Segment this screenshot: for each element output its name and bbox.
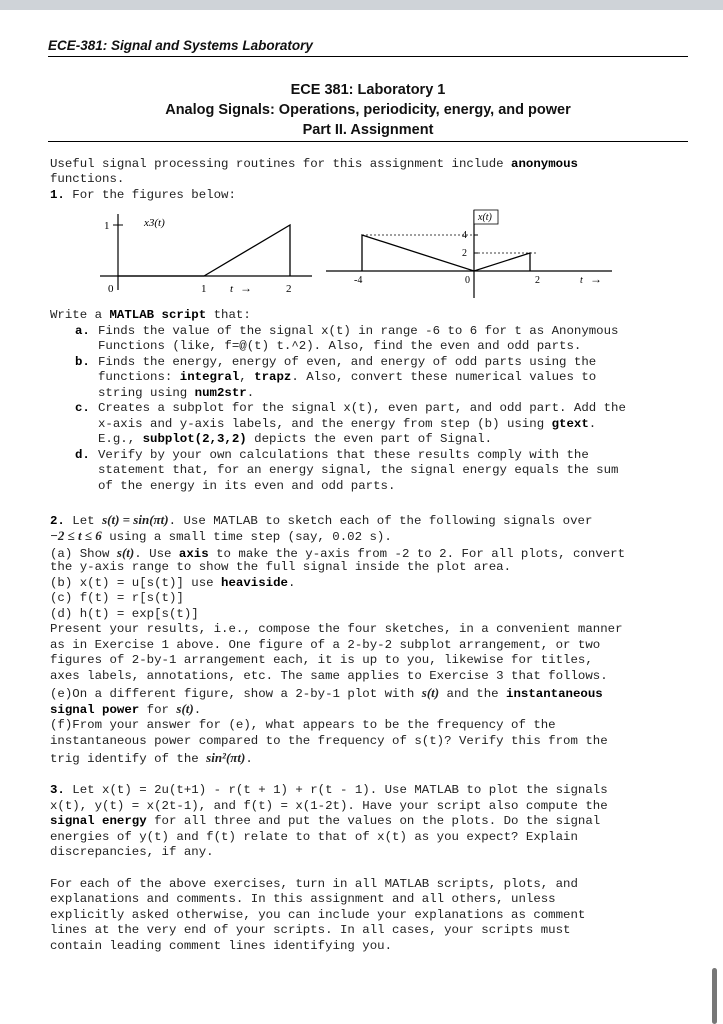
header-rule	[48, 56, 688, 57]
fig1-t-arrow: →	[240, 281, 252, 295]
fig1-label: x3(t)	[144, 217, 165, 229]
top-toolbar-strip	[0, 0, 723, 10]
ex2-part-f-1: (f)From your answer for (e), what appears to be the frequency of the	[50, 718, 556, 732]
intro-line-1: Useful signal processing routines for this assignment include anonymous	[50, 157, 578, 171]
figure-x	[318, 206, 618, 302]
ex2-part-d: (d) h(t) = exp[s(t)]	[50, 607, 199, 621]
ex2-paragraph-2: as in Exercise 1 above. One figure of a 2-by-2 subplot arrangement, or two	[50, 638, 601, 652]
fig1-y-tick-label: 1	[104, 220, 110, 232]
fig2-label: x(t)	[478, 212, 492, 223]
running-head: ECE-381: Signal and Systems Laboratory	[48, 38, 313, 53]
ex3-line-5: discrepancies, if any.	[50, 845, 214, 859]
ex2-part-e-cont: signal power for s(t).	[50, 701, 202, 717]
ex2-part-e: (e)On a different figure, show a 2-by-1 plot with s(t) and the instantaneous	[50, 685, 603, 701]
ex2-line-2: −2 ≤ t ≤ 6 using a small time step (say, 0.02 s).	[50, 528, 392, 544]
closing-line-5: contain leading comment lines identifying you.	[50, 939, 393, 953]
ex2-part-b: (b) x(t) = u[s(t)] use heaviside.	[50, 576, 296, 590]
ex2-part-f-3: trig identify of the sin²(πt).	[50, 750, 253, 766]
ex1-b-line-3: string using num2str.	[98, 386, 255, 400]
ex2-paragraph-3: figures of 2-by-1 arrangement each, it is up to you, likewise for titles,	[50, 653, 593, 667]
fig2-t-arrow: →	[590, 272, 602, 286]
fig2-t-label: t	[580, 275, 583, 286]
fig2-y-tick-2: 2	[462, 248, 467, 259]
fig1-x-tick-0: 0	[108, 283, 114, 295]
ex1-d-label: d.	[75, 448, 90, 462]
ex3-line-3: signal energy for all three and put the values on the plots. Do the signal	[50, 814, 601, 828]
fig1-x-tick-1: 1	[201, 283, 207, 295]
ex2-paragraph-1: Present your results, i.e., compose the four sketches, in a convenient manner	[50, 622, 623, 636]
title-rule	[48, 141, 688, 142]
ex2-line-1: 2. Let s(t) = sin(πt). Use MATLAB to sketch each of the following signals over	[50, 512, 593, 528]
fig2-x-tick-neg4: -4	[354, 275, 363, 286]
doc-part-heading: Part II. Assignment	[302, 122, 434, 138]
fig2-y-tick-4: 4	[462, 230, 467, 241]
ex1-b-line-1: Finds the energy, energy of even, and energy of odd parts using the	[98, 355, 597, 369]
closing-line-4: lines at the very end of your scripts. In all cases, your scripts must	[50, 923, 571, 937]
closing-line-2: explanations and comments. In this assignment and all others, unless	[50, 892, 556, 906]
ex2-part-f-2: instantaneous power compared to the frequency of s(t)? Verify this from the	[50, 734, 608, 748]
ex1-a-line-2: Functions (like, f=@(t) t.^2). Also, find the even and odd parts.	[98, 339, 582, 353]
ex1-a-line-1: Finds the value of the signal x(t) in range -6 to 6 for t as Anonymous	[98, 324, 619, 338]
ex3-line-1: 3. Let x(t) = 2u(t+1) - r(t + 1) + r(t - 1). Use MATLAB to plot the signals	[50, 783, 608, 797]
ex1-a-label: a.	[75, 324, 90, 338]
ex1-intro: Write a MATLAB script that:	[50, 308, 251, 322]
closing-line-1: For each of the above exercises, turn in all MATLAB scripts, plots, and	[50, 877, 578, 891]
ex1-b-label: b.	[75, 355, 90, 369]
fig1-signal-line	[118, 225, 290, 276]
fig1-x-tick-2: 2	[286, 283, 292, 295]
ex2-line-4: the y-axis range to show the full signal inside the plot area.	[50, 560, 512, 574]
ex2-part-a: (a) Show s(t). Use axis to make the y-axis from -2 to 2. For all plots, convert	[50, 545, 626, 561]
intro-line-2: functions.	[50, 172, 125, 186]
closing-line-3: explicitly asked otherwise, you can include your explanations as comment	[50, 908, 586, 922]
doc-title: ECE 381: Laboratory 1	[290, 82, 446, 98]
ex1-d-line-3: of the energy in its even and odd parts.	[98, 479, 396, 493]
ex1-d-line-1: Verify by your own calculations that these results comply with the	[98, 448, 589, 462]
ex3-line-4: energies of y(t) and f(t) relate to that of x(t) as you expect? Explain	[50, 830, 578, 844]
ex1-c-label: c.	[75, 401, 90, 415]
figure-x3	[90, 208, 320, 300]
ex1-c-line-1: Creates a subplot for the signal x(t), even part, and odd part. Add the	[98, 401, 626, 415]
ex2-paragraph-4: axes labels, annotations, etc. The same applies to Exercise 3 that follows.	[50, 669, 608, 683]
exercise-1-heading: 1. For the figures below:	[50, 188, 236, 202]
fig2-signal-line	[362, 235, 530, 271]
ex3-line-2: x(t), y(t) = x(2t-1), and f(t) = x(1-2t). Have your script also compute the	[50, 799, 608, 813]
fig1-t-label: t	[230, 283, 234, 295]
ex1-c-line-3: E.g., subplot(2,3,2) depicts the even part of Signal.	[98, 432, 493, 446]
fig2-x-tick-0: 0	[465, 275, 470, 286]
ex1-d-line-2: statement that, for an energy signal, the signal energy equals the sum	[98, 463, 619, 477]
fig2-x-tick-2: 2	[535, 275, 540, 286]
ex2-part-c: (c) f(t) = r[s(t)]	[50, 591, 184, 605]
ex1-b-line-2: functions: integral, trapz. Also, convert these numerical values to	[98, 370, 597, 384]
scrollbar-thumb[interactable]	[712, 968, 717, 1024]
doc-subtitle: Analog Signals: Operations, periodicity, energy, and power	[165, 102, 571, 118]
ex1-c-line-2: x-axis and y-axis labels, and the energy from step (b) using gtext.	[98, 417, 597, 431]
